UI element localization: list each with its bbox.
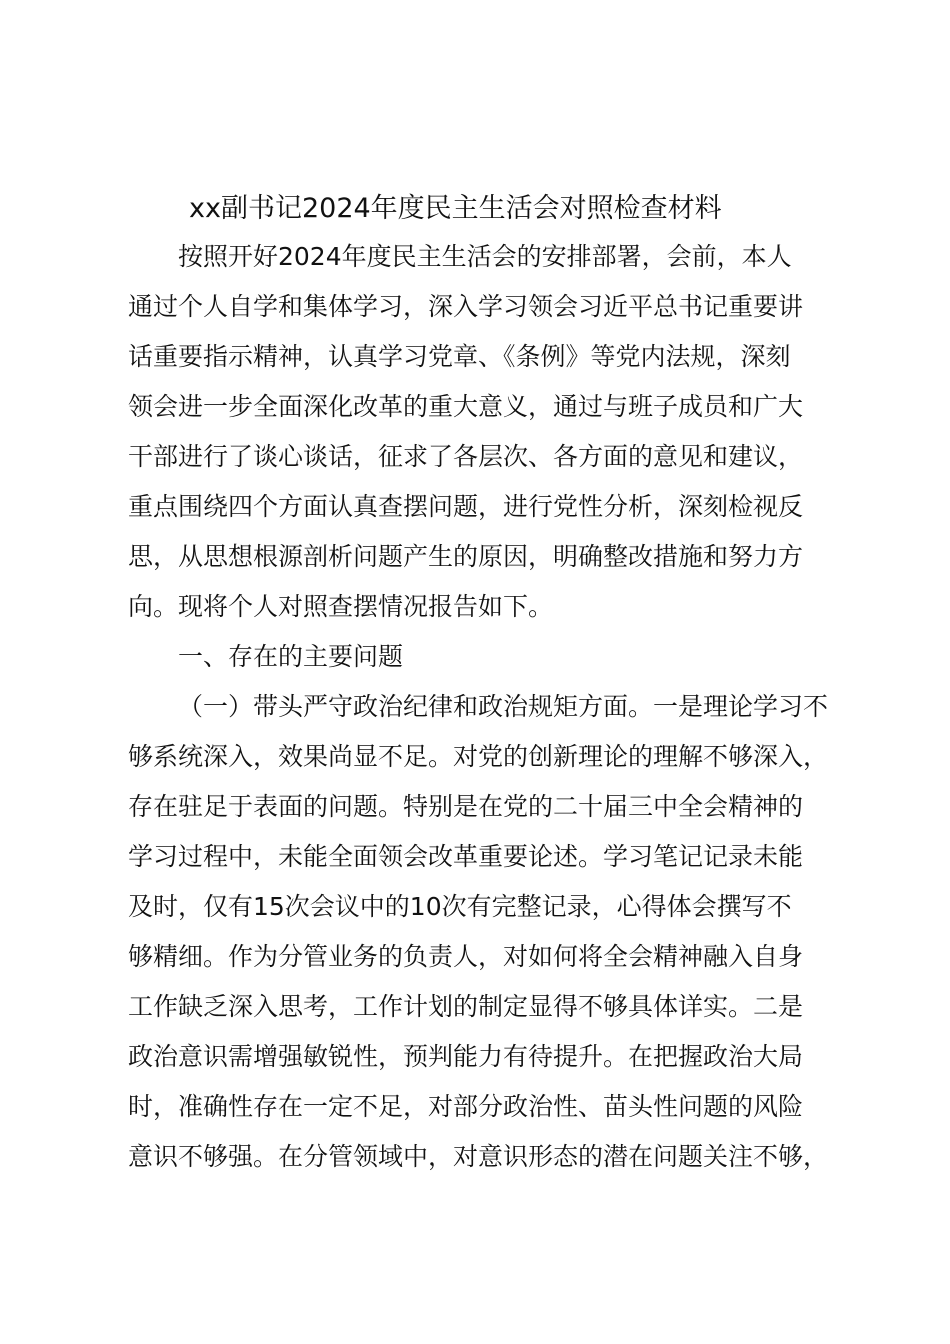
body-text-line-15: 工作缺乏深入思考，工作计划的制定显得不够具体详实。二是 [128, 992, 804, 1021]
body-text-line-2: 通过个人自学和集体学习，深入学习领会习近平总书记重要讲 [128, 292, 804, 321]
body-text-line-5: 干部进行了谈心谈话，征求了各层次、各方面的意见和建议， [128, 442, 804, 471]
body-text-line-7: 思，从思想根源剖析问题产生的原因，明确整改措施和努力方 [128, 542, 804, 571]
body-text-line-17: 时，准确性存在一定不足，对部分政治性、苗头性问题的风险 [128, 1092, 804, 1121]
body-text-line-10: 够系统深入，效果尚显不足。对党的创新理论的理解不够深入， [128, 742, 829, 771]
document-title: xx副书记2024年度民主生活会对照检查材料 [189, 193, 722, 224]
body-text-line-14: 够精细。作为分管业务的负责人，对如何将全会精神融入自身 [128, 942, 804, 971]
body-text-line-12: 学习过程中，未能全面领会改革重要论述。学习笔记记录未能 [128, 842, 804, 871]
body-text-line-11: 存在驻足于表面的问题。特别是在党的二十届三中全会精神的 [128, 792, 804, 821]
body-text-line-6: 重点围绕四个方面认真查摆问题，进行党性分析，深刻检视反 [128, 492, 804, 521]
body-text-line-13: 及时，仅有15次会议中的10次有完整记录，心得体会撰写不 [128, 892, 792, 921]
body-text-line-9: （一）带头严守政治纪律和政治规矩方面。一是理论学习不 [178, 692, 829, 721]
body-text-line-4: 领会进一步全面深化改革的重大意义，通过与班子成员和广大 [128, 392, 804, 421]
body-text-line-16: 政治意识需增强敏锐性，预判能力有待提升。在把握政治大局 [128, 1042, 804, 1071]
body-text-line-1: 按照开好2024年度民主生活会的安排部署，会前，本人 [178, 242, 792, 271]
body-text-line-8: 向。现将个人对照查摆情况报告如下。 [128, 592, 554, 621]
body-text-line-3: 话重要指示精神，认真学习党章、《条例》等党内法规，深刻 [128, 342, 791, 371]
section-heading-problems: 一、存在的主要问题 [178, 642, 404, 671]
body-text-line-18: 意识不够强。在分管领域中，对意识形态的潜在问题关注不够， [128, 1142, 829, 1171]
